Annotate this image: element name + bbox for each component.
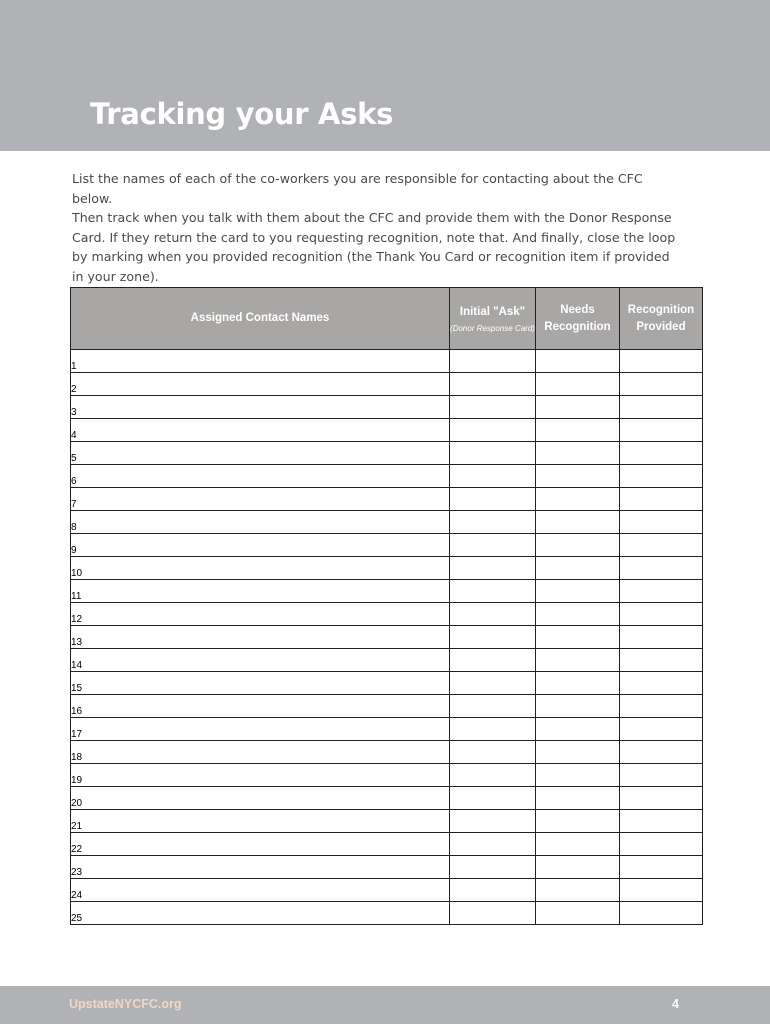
cell-contact-name[interactable]	[71, 603, 450, 626]
cell-initial-ask[interactable]	[450, 672, 536, 695]
cell-contact-name[interactable]	[71, 741, 450, 764]
cell-contact-name[interactable]	[71, 695, 450, 718]
row-number: 14	[71, 660, 83, 671]
cell-contact-name[interactable]	[71, 672, 450, 695]
cell-contact-name[interactable]	[71, 810, 450, 833]
cell-needs-recognition[interactable]	[536, 672, 620, 695]
table-row	[71, 718, 703, 741]
cell-needs-recognition[interactable]	[536, 465, 620, 488]
table-row	[71, 488, 703, 511]
row-number: 1	[71, 361, 77, 372]
cell-recognition-provided[interactable]	[620, 419, 703, 442]
table-header-row	[71, 288, 703, 350]
table-row	[71, 534, 703, 557]
cell-recognition-provided[interactable]	[620, 557, 703, 580]
cell-needs-recognition[interactable]	[536, 511, 620, 534]
row-number: 21	[71, 821, 83, 832]
cell-needs-recognition[interactable]	[536, 442, 620, 465]
table-row	[71, 672, 703, 695]
cell-needs-recognition[interactable]	[536, 373, 620, 396]
cell-initial-ask[interactable]	[450, 580, 536, 603]
cell-contact-name[interactable]	[71, 442, 450, 465]
cell-initial-ask[interactable]	[450, 396, 536, 419]
cell-contact-name[interactable]	[71, 557, 450, 580]
cell-recognition-provided[interactable]	[620, 350, 703, 373]
cell-recognition-provided[interactable]	[620, 741, 703, 764]
cell-initial-ask[interactable]	[450, 902, 536, 925]
cell-contact-name[interactable]	[71, 764, 450, 787]
table-row	[71, 373, 703, 396]
row-number: 25	[71, 913, 83, 924]
cell-needs-recognition[interactable]	[536, 902, 620, 925]
cell-initial-ask[interactable]	[450, 856, 536, 879]
header-initial-ask	[450, 288, 536, 350]
cell-needs-recognition[interactable]	[536, 419, 620, 442]
cell-recognition-provided[interactable]	[620, 718, 703, 741]
table-row	[71, 419, 703, 442]
cell-recognition-provided[interactable]	[620, 488, 703, 511]
table-row	[71, 764, 703, 787]
row-number: 16	[71, 706, 83, 717]
cell-needs-recognition[interactable]	[536, 741, 620, 764]
table-row	[71, 557, 703, 580]
footer-site-link[interactable]: UpstateNYCFC.org	[69, 997, 182, 1011]
cell-recognition-provided[interactable]	[620, 603, 703, 626]
cell-needs-recognition[interactable]	[536, 718, 620, 741]
row-number: 2	[71, 384, 77, 395]
cell-recognition-provided[interactable]	[620, 649, 703, 672]
header-band	[0, 0, 770, 151]
cell-initial-ask[interactable]	[450, 442, 536, 465]
header-contact-names	[71, 288, 450, 350]
cell-contact-name[interactable]	[71, 373, 450, 396]
row-number: 13	[71, 637, 83, 648]
table-row	[71, 879, 703, 902]
cell-recognition-provided[interactable]	[620, 626, 703, 649]
table-row	[71, 511, 703, 534]
page-title: Tracking your Asks	[90, 97, 394, 131]
header-needs-recognition	[536, 288, 620, 350]
row-number: 12	[71, 614, 83, 625]
cell-initial-ask[interactable]	[450, 810, 536, 833]
table-row	[71, 442, 703, 465]
cell-initial-ask[interactable]	[450, 879, 536, 902]
cell-needs-recognition[interactable]	[536, 856, 620, 879]
cell-recognition-provided[interactable]	[620, 580, 703, 603]
cell-recognition-provided[interactable]	[620, 902, 703, 925]
cell-needs-recognition[interactable]	[536, 695, 620, 718]
row-number: 24	[71, 890, 83, 901]
cell-recognition-provided[interactable]	[620, 442, 703, 465]
intro-paragraph	[72, 169, 682, 287]
row-number: 9	[71, 545, 77, 556]
table-row	[71, 626, 703, 649]
cell-contact-name[interactable]	[71, 511, 450, 534]
row-number: 10	[71, 568, 83, 579]
cell-recognition-provided[interactable]	[620, 879, 703, 902]
cell-initial-ask[interactable]	[450, 373, 536, 396]
cell-contact-name[interactable]	[71, 626, 450, 649]
intro-line: by marking when you provided recognition (the Thank You Card or recognition item if provided	[72, 249, 670, 265]
table-row	[71, 741, 703, 764]
cell-initial-ask[interactable]	[450, 718, 536, 741]
header-needs-recognition-label: Needs Recognition	[544, 303, 611, 333]
cell-initial-ask[interactable]	[450, 626, 536, 649]
header-initial-ask-sublabel: (Donor Response Card)	[450, 323, 535, 333]
cell-contact-name[interactable]	[71, 649, 450, 672]
row-number: 8	[71, 522, 77, 533]
cell-needs-recognition[interactable]	[536, 580, 620, 603]
table-row	[71, 810, 703, 833]
intro-line: List the names of each of the co-workers you are responsible for contacting about the CFC below.	[72, 171, 643, 206]
table-row	[71, 902, 703, 925]
cell-initial-ask[interactable]	[450, 534, 536, 557]
cell-contact-name[interactable]	[71, 350, 450, 373]
cell-contact-name[interactable]	[71, 879, 450, 902]
cell-initial-ask[interactable]	[450, 695, 536, 718]
header-recognition-provided-label: Recognition Provided	[627, 303, 695, 333]
cell-recognition-provided[interactable]	[620, 373, 703, 396]
row-number: 11	[71, 591, 82, 602]
cell-recognition-provided[interactable]	[620, 465, 703, 488]
cell-initial-ask[interactable]	[450, 603, 536, 626]
table-row	[71, 465, 703, 488]
cell-initial-ask[interactable]	[450, 741, 536, 764]
cell-initial-ask[interactable]	[450, 649, 536, 672]
footer-band	[0, 986, 770, 1024]
cell-contact-name[interactable]	[71, 488, 450, 511]
header-initial-ask-label: Initial "Ask"	[459, 305, 526, 318]
header-recognition-provided	[620, 288, 703, 350]
table-row	[71, 396, 703, 419]
cell-needs-recognition[interactable]	[536, 488, 620, 511]
cell-recognition-provided[interactable]	[620, 534, 703, 557]
cell-recognition-provided[interactable]	[620, 672, 703, 695]
row-number: 17	[71, 729, 83, 740]
cell-initial-ask[interactable]	[450, 465, 536, 488]
cell-recognition-provided[interactable]	[620, 396, 703, 419]
row-number: 6	[71, 476, 77, 487]
cell-initial-ask[interactable]	[450, 488, 536, 511]
cell-contact-name[interactable]	[71, 856, 450, 879]
row-number: 15	[71, 683, 83, 694]
table-row	[71, 787, 703, 810]
cell-needs-recognition[interactable]	[536, 557, 620, 580]
cell-needs-recognition[interactable]	[536, 764, 620, 787]
cell-contact-name[interactable]	[71, 465, 450, 488]
cell-contact-name[interactable]	[71, 902, 450, 925]
cell-initial-ask[interactable]	[450, 350, 536, 373]
cell-initial-ask[interactable]	[450, 787, 536, 810]
row-number: 22	[71, 844, 83, 855]
row-number: 5	[71, 453, 77, 464]
cell-recognition-provided[interactable]	[620, 787, 703, 810]
table-row	[71, 350, 703, 373]
tracking-table	[70, 287, 703, 925]
table-body	[71, 350, 703, 925]
table-row	[71, 833, 703, 856]
table-row	[71, 649, 703, 672]
cell-initial-ask[interactable]	[450, 833, 536, 856]
cell-contact-name[interactable]	[71, 580, 450, 603]
cell-initial-ask[interactable]	[450, 764, 536, 787]
row-number: 20	[71, 798, 83, 809]
table-row	[71, 580, 703, 603]
cell-needs-recognition[interactable]	[536, 350, 620, 373]
cell-recognition-provided[interactable]	[620, 810, 703, 833]
cell-initial-ask[interactable]	[450, 511, 536, 534]
intro-line: Card. If they return the card to you requesting recognition, note that. And finally, close the loop	[72, 229, 676, 245]
cell-recognition-provided[interactable]	[620, 833, 703, 856]
cell-needs-recognition[interactable]	[536, 534, 620, 557]
cell-needs-recognition[interactable]	[536, 810, 620, 833]
cell-initial-ask[interactable]	[450, 419, 536, 442]
table-row	[71, 695, 703, 718]
cell-recognition-provided[interactable]	[620, 856, 703, 879]
intro-line: Then track when you talk with them about the CFC and provide them with the Donor Response	[72, 210, 672, 226]
cell-needs-recognition[interactable]	[536, 787, 620, 810]
cell-initial-ask[interactable]	[450, 557, 536, 580]
cell-needs-recognition[interactable]	[536, 833, 620, 856]
cell-needs-recognition[interactable]	[536, 879, 620, 902]
intro-line: in your zone).	[72, 268, 159, 284]
cell-recognition-provided[interactable]	[620, 695, 703, 718]
table-row	[71, 856, 703, 879]
table-row	[71, 603, 703, 626]
cell-contact-name[interactable]	[71, 396, 450, 419]
cell-contact-name[interactable]	[71, 718, 450, 741]
cell-recognition-provided[interactable]	[620, 764, 703, 787]
row-number: 23	[71, 867, 83, 878]
cell-contact-name[interactable]	[71, 419, 450, 442]
cell-contact-name[interactable]	[71, 534, 450, 557]
row-number: 18	[71, 752, 83, 763]
row-number: 19	[71, 775, 83, 786]
cell-needs-recognition[interactable]	[536, 396, 620, 419]
row-number: 7	[71, 499, 77, 510]
cell-contact-name[interactable]	[71, 787, 450, 810]
cell-needs-recognition[interactable]	[536, 603, 620, 626]
page-number: 4	[672, 997, 679, 1011]
cell-needs-recognition[interactable]	[536, 626, 620, 649]
cell-needs-recognition[interactable]	[536, 649, 620, 672]
row-number: 3	[71, 407, 77, 418]
cell-contact-name[interactable]	[71, 833, 450, 856]
header-contact-names-label: Assigned Contact Names	[190, 312, 330, 324]
row-number: 4	[71, 430, 77, 441]
cell-recognition-provided[interactable]	[620, 511, 703, 534]
